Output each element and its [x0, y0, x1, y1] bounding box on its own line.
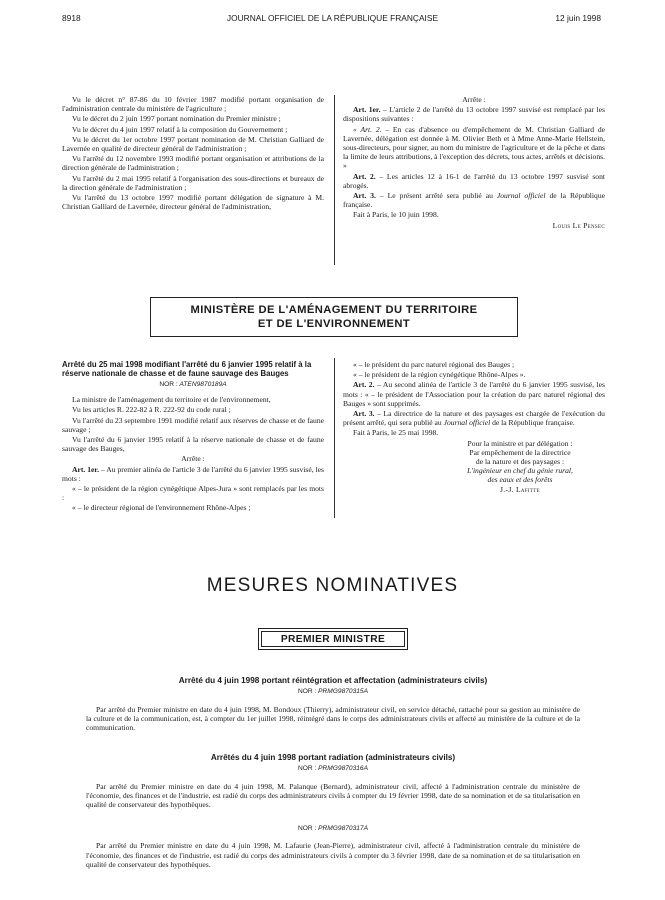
signature: Louis Le Pensec: [552, 220, 605, 230]
nomination-entry: [86, 753, 580, 809]
article-label: Art. 3.: [353, 409, 375, 419]
issue-date: 12 juin 1998: [555, 13, 601, 23]
article-label: Art. 2.: [353, 171, 376, 181]
nomination-text: Par arrêté du Premier ministre en date du 4 juin 1998, M. Bondoux (Thierry), administrateur civil, en service détaché, rattaché pour sa gestion au ministère de la culture et de la communication, est, à compter du 1er juillet 1998, réintégré dans le corps des administrateurs civils et affecté au ministère de la culture et de la communication.: [86, 704, 580, 733]
arrete-heading: Arrête :: [181, 454, 205, 464]
top-right-column: [343, 95, 605, 231]
article-2: [343, 380, 605, 408]
visa-paragraph: Vu le décret du 1er octobre 1997 portant nomination de M. Christian Galliard de Lavernée en qualité de directeur général de l'administration ;: [62, 134, 324, 154]
done-at: Fait à Paris, le 25 mai 1998.: [353, 428, 439, 438]
signature-block: [435, 439, 605, 494]
article-text: de la République française.: [343, 191, 605, 210]
article-text: – Les articles 12 à 16-1 de l'arrêté du 13 octobre 1997 susvisé sont abrogés.: [343, 171, 605, 190]
visa-paragraph: Vu l'arrêté du 12 novembre 1993 modifié portant organisation et attributions de la direction générale de l'administration ;: [62, 154, 324, 173]
visa-paragraph: La ministre de l'aménagement du territoire et de l'environnement,: [72, 395, 271, 405]
section-title: MESURES NOMINATIVES: [206, 575, 459, 596]
nor-code: PRMG9870315A: [318, 688, 368, 696]
running-header: [0, 13, 665, 27]
article-text: – Au premier alinéa de l'article 3 de l'arrêté du 6 janvier 1995 susvisé, les mots :: [62, 464, 324, 483]
article-text: – Le présent arrêté sera publié au: [375, 191, 497, 201]
nomination-text: Par arrêté du Premier ministre en date du 4 juin 1998, M. Palanque (Bernard), administrateur civil, affecté à l'administration centrale du ministère de l'économie, des finances et de l'industrie, est radié du corps des administrateurs civils à compter du 19 février 1998, date de sa nomination et de sa titularisation en qualité de conservateur des hypothèques.: [86, 781, 580, 810]
article-label: Art. 3.: [353, 191, 376, 201]
nor-label: NOR :: [159, 381, 180, 388]
signature-line: des eaux et des forêts: [487, 475, 553, 485]
article-1: [62, 465, 324, 483]
article-1: [343, 105, 605, 123]
visa-paragraph: Vu l'arrêté du 6 janvier 1995 relatif à la réserve nationale de chasse et de faune sauvage des Bauges,: [62, 435, 324, 454]
bullet-item: « – le directeur régional de l'environnement Rhône-Alpes ;: [72, 503, 251, 513]
nomination-text: Par arrêté du Premier ministre en date du 4 juin 1998, M. Lafaurie (Jean-Pierre), administrateur civil, affecté à l'administration centrale du ministère de l'économie, des finances et de l'industrie, est radié du corps des administrateurs civils à compter du 3 février 1998, date de sa nomination et de sa titularisation en qualité de conservateur des hypothèques.: [86, 841, 580, 869]
ministry-heading-line: MINISTÈRE DE L'AMÉNAGEMENT DU TERRITOIRE: [190, 304, 478, 316]
article-label: « Art. 2.: [353, 124, 382, 134]
article-2: [343, 172, 605, 190]
top-left-column: [62, 95, 324, 212]
ministry-heading-line: ET DE L'ENVIRONNEMENT: [257, 318, 411, 330]
signature-line: L'ingénieur en chef du génie rural,: [467, 466, 573, 476]
page-number: 8918: [62, 13, 81, 23]
premier-ministre-label: PREMIER MINISTRE: [261, 631, 405, 647]
nor-code: ATEN9870189A: [179, 381, 227, 388]
mid-right-column: [343, 360, 605, 494]
article-text: – L'article 2 de l'arrêté du 13 octobre 1997 susvisé est remplacé par les dispositions suivantes :: [343, 105, 605, 124]
article-text: – Au second alinéa de l'article 3 de l'arrêté du 6 janvier 1995 susvisé, les mots : « – le président de l'Association pour la création du parc naturel régional des Bauges » sont supprimés.: [343, 380, 605, 408]
column-divider: [334, 95, 335, 265]
journal-title: JOURNAL OFFICIEL DE LA RÉPUBLIQUE FRANÇAISE: [226, 13, 439, 23]
nor-label: NOR :: [297, 688, 319, 696]
journal-reference: Journal officiel: [496, 191, 546, 201]
article-label: Art. 1er.: [353, 105, 381, 115]
visa-paragraph: Vu le décret du 2 juin 1997 portant nomination du Premier ministre ;: [72, 114, 281, 124]
journal-reference: Journal officiel: [443, 418, 491, 428]
visa-paragraph: Vu le décret n° 87-86 du 10 février 1987 modifié portant organisation de l'administration centrale du ministère de l'agriculture ;: [62, 95, 324, 114]
visa-paragraph: Vu le décret du 4 juin 1997 relatif à la composition du Gouvernement ;: [72, 124, 288, 134]
visa-paragraph: Vu l'arrêté du 2 mai 1995 relatif à l'organisation des sous-directions et bureaux de la direction générale de l'administration ;: [62, 173, 324, 192]
visa-paragraph: Vu les articles R. 222-82 à R. 222-92 du code rural ;: [72, 405, 231, 415]
article-text: – En cas d'absence ou d'empêchement de M. Christian Galliard de Lavernée, délégation est donnée à M. Olivier Beth et à Mme Anne-Marie Hellstein, sous-directeurs, pour signer, au nom du ministre de l'agriculture et de la pêche et dans la limite de leurs attributions, à l'exception des décrets, tous actes, arrêtés et décisions. »: [343, 124, 605, 171]
article-label: Art. 1er.: [72, 464, 99, 474]
nor-code: PRMG9870317A: [318, 825, 368, 832]
nor-reference: [62, 380, 324, 389]
visa-paragraph: Vu l'arrêté du 13 octobre 1997 modifié portant délégation de signature à M. Christian Galliard de Lavernée, directeur général de l'administration,: [62, 193, 324, 212]
signature-name: J.-J. Lafitte: [500, 484, 540, 494]
bullet-item: « – le président de la région cynégétique Alpes-Jura » sont remplacés par les mots :: [62, 484, 324, 503]
article-text: de la République française.: [490, 418, 575, 428]
arrete-title: Arrêté du 25 mai 1998 modifiant l'arrêté du 6 janvier 1995 relatif à la réserve nationale de chasse et de faune sauvage des Bauges: [62, 360, 312, 378]
article-label: Art. 2.: [353, 380, 375, 390]
nor-label: NOR :: [297, 825, 319, 832]
article-text: – La directrice de la nature et des paysages est chargée de l'exécution du présent arrêté, qui sera publié au: [343, 409, 605, 428]
article-2-quote: [343, 125, 605, 171]
nomination-title: Arrêté du 4 juin 1998 portant réintégration et affectation (administrateurs civils): [178, 676, 488, 685]
nor-reference: [86, 824, 580, 833]
nomination-entry: [86, 822, 580, 869]
bullet-item: « – le président de la région cynégétique Rhône-Alpes ».: [353, 370, 526, 380]
signature-line: Par empêchement de la directrice: [469, 447, 571, 457]
signature-line: de la nature et des paysages :: [475, 457, 565, 467]
article-3: [343, 409, 605, 427]
premier-ministre-box: [258, 628, 408, 650]
column-divider: [334, 358, 335, 518]
arrete-heading: Arrête :: [462, 95, 486, 104]
mid-left-column: [62, 360, 324, 514]
bullet-item: « – le président du parc naturel régional des Bauges ;: [353, 360, 515, 369]
nor-code: PRMG9870316A: [318, 765, 368, 773]
nomination-entry: [86, 676, 580, 732]
nor-reference: [86, 764, 580, 773]
nor-reference: [86, 687, 580, 696]
done-at: Fait à Paris, le 10 juin 1998.: [353, 210, 439, 220]
visa-paragraph: Vu l'arrêté du 23 septembre 1991 modifié relatif aux réserves de chasse et de faune sauvage ;: [62, 415, 324, 434]
article-3: [343, 191, 605, 209]
nomination-title: Arrêtés du 4 juin 1998 portant radiation (administrateurs civils): [210, 753, 456, 762]
nor-label: NOR :: [297, 765, 319, 773]
signature-line: Pour la ministre et par délégation :: [467, 438, 573, 448]
ministry-heading-box: [150, 297, 518, 337]
